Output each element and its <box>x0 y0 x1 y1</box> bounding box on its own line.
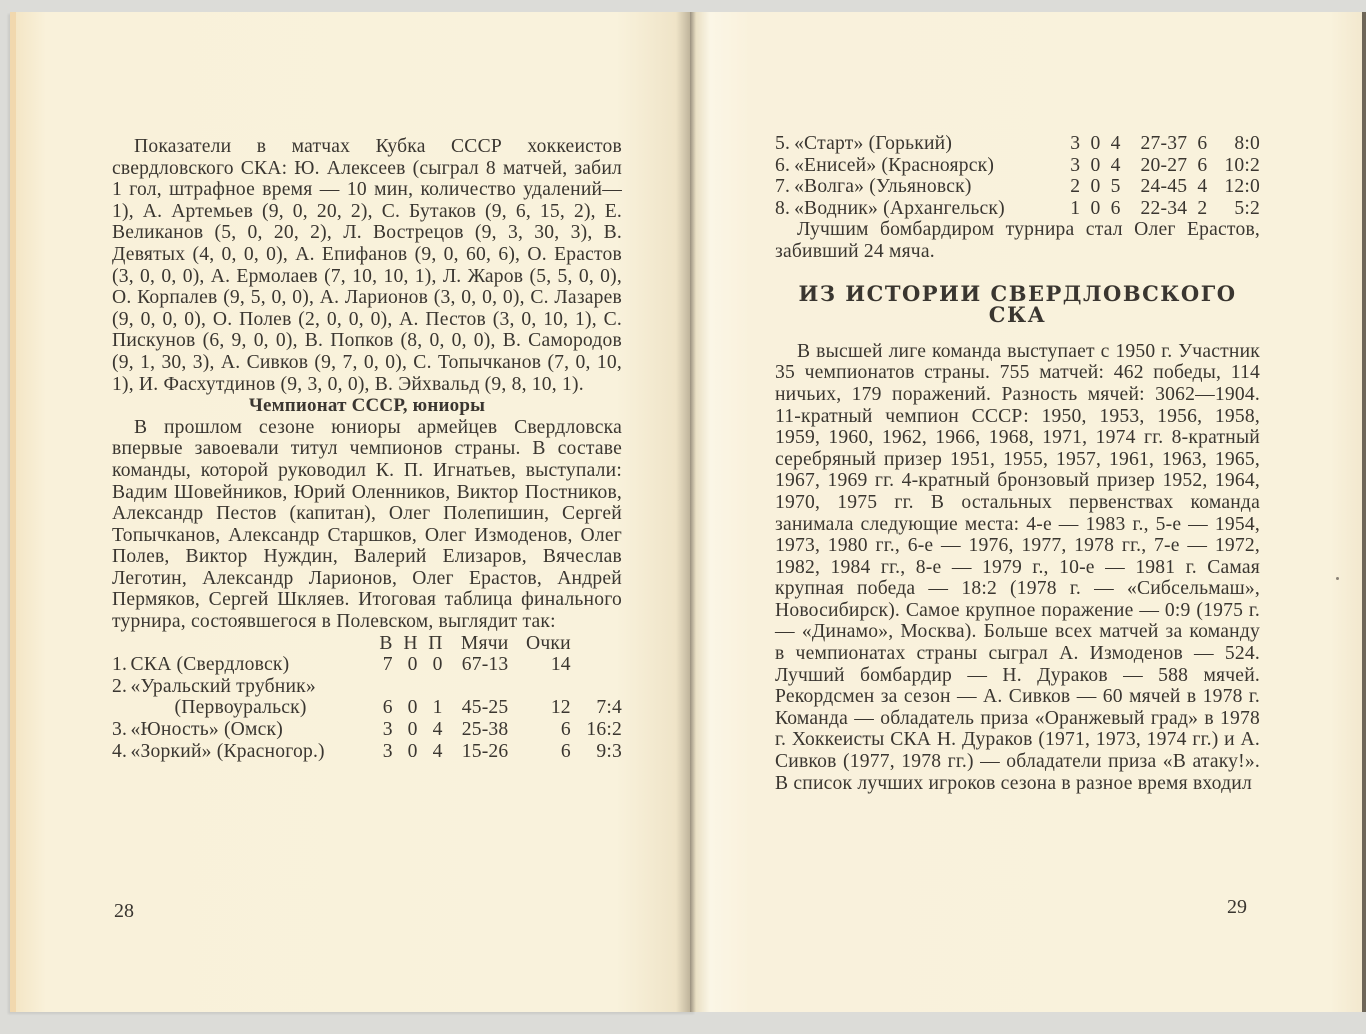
losses: 0 <box>432 654 443 676</box>
losses: 1 <box>432 697 443 719</box>
extra-score: 7:4 <box>596 697 622 719</box>
standings-row-continued <box>112 697 622 719</box>
wins: 3 <box>1070 133 1081 154</box>
losses: 5 <box>1110 176 1121 198</box>
juniors-paragraph: В прошлом сезоне юниоры армейцев Свердловска впервые завоевали титул чемпионов страны. В составе команды, которой руководил К. П. Игнатьев, выступали: Вадим Шовейников, Юрий Оленников, Виктор Постников, Александр Пестов (капитан), Олег Полепишин, Сергей Топычканов, Александр Старшков, Олег Измоденов, Олег Полев, Виктор Нуждин, Валерий Елизаров, Вячеслав Леготин, Александр Ларионов, Олег Ерастов, Андрей Пермяков, Сергей Шкляев. Итоговая таблица финального турнира, состоявшегося в Полевском, выглядит так: <box>112 416 622 633</box>
standings-header-row <box>112 633 622 655</box>
points: 6 <box>1197 133 1208 154</box>
extra-score: 8:0 <box>1234 133 1260 154</box>
team-name: «Волга» (Ульяновск) <box>794 176 972 198</box>
losses: 4 <box>1110 154 1121 176</box>
goals: 25-38 <box>461 719 509 741</box>
extra-score <box>571 654 622 676</box>
extra-score: 16:2 <box>586 719 622 741</box>
standings-table-part2 <box>775 133 1260 219</box>
standings-row <box>775 198 1260 220</box>
standings-row <box>775 155 1260 177</box>
draws: 0 <box>407 740 418 762</box>
draws: 0 <box>407 697 418 719</box>
points: 6 <box>560 740 571 762</box>
header-losses: П <box>428 632 443 654</box>
place: 7. <box>775 176 791 198</box>
goals: 15-26 <box>461 740 509 762</box>
header-points: Очки <box>526 632 571 654</box>
points: 4 <box>1197 176 1208 198</box>
left-page <box>10 12 696 1012</box>
team-name: СКА (Свердловск) <box>130 654 290 676</box>
goals: 27-37 <box>1140 133 1188 154</box>
header-draws: Н <box>403 632 418 654</box>
team-name: «Енисей» (Красноярск) <box>794 154 995 176</box>
header-wins: В <box>379 632 393 654</box>
draws: 0 <box>1090 154 1101 176</box>
page-number-right: 29 <box>1227 896 1247 918</box>
place: 5. <box>775 133 791 154</box>
team-name: «Юность» (Омск) <box>130 719 283 741</box>
place: 2. <box>112 675 128 697</box>
draws: 0 <box>407 719 418 741</box>
wins: 2 <box>1070 176 1081 198</box>
goals: 22-34 <box>1140 197 1188 219</box>
place: 3. <box>112 719 128 741</box>
standings-row <box>112 654 622 676</box>
page-number-left: 28 <box>114 900 134 922</box>
draws: 0 <box>1090 176 1101 198</box>
cup-stats-paragraph: Показатели в матчах Кубка СССР хоккеистов свердловского СКА: Ю. Алексеев (сыграл 8 матчей, забил 1 гол, штрафное время — 10 мин, количество удалений—1), А. Артемьев (9, 0, 20, 2), С. Бутаков (9, 6, 15, 2), Е. Великанов (5, 0, 20, 2), Л. Вострецов (9, 3, 30, 3), В. Девятых (4, 0, 0, 0), А. Епифанов (9, 0, 60, 6), О. Ерастов (3, 0, 0, 0), А. Ермолаев (7, 10, 10, 1), Л. Жаров (5, 5, 0, 0), О. Корпалев (9, 5, 0, 0), А. Ларионов (3, 0, 0, 0), С. Лазарев (9, 0, 0, 0), О. Полев (2, 0, 0, 0), А. Пестов (3, 0, 10, 1), С. Пискунов (6, 9, 0, 0), В. Попков (8, 0, 0, 0), В. Самородов (9, 1, 30, 3), А. Сивков (9, 7, 0, 0), С. Топычканов (7, 0, 10, 1), И. Фасхутдинов (9, 3, 0, 0), В. Эйхвальд (9, 8, 10, 1). <box>112 136 622 395</box>
header-goals: Мячи <box>460 632 509 654</box>
wins: 3 <box>382 719 393 741</box>
place: 1. <box>112 654 128 676</box>
left-text-column <box>112 136 622 762</box>
place: 6. <box>775 154 791 176</box>
draws: 0 <box>1090 133 1101 154</box>
team-name: «Уральский трубник» <box>130 675 316 697</box>
wins: 3 <box>1070 154 1081 176</box>
standings-table-part1 <box>112 633 622 763</box>
wins: 3 <box>382 740 393 762</box>
extra-score: 9:3 <box>596 740 622 762</box>
goals: 20-27 <box>1140 154 1188 176</box>
right-page <box>690 12 1366 1012</box>
standings-row <box>112 741 622 763</box>
points: 12 <box>550 697 571 719</box>
draws: 0 <box>407 654 418 676</box>
paper-speck <box>1336 577 1339 580</box>
goals: 45-25 <box>461 697 509 719</box>
team-name: «Старт» (Горький) <box>794 133 953 154</box>
wins: 6 <box>382 697 393 719</box>
wins: 1 <box>1070 197 1081 219</box>
right-text-column <box>775 133 1260 794</box>
standings-row <box>775 133 1260 155</box>
losses: 4 <box>432 740 443 762</box>
goals: 24-45 <box>1140 176 1188 198</box>
standings-row <box>775 176 1260 198</box>
top-scorer-paragraph: Лучшим бомбардиром турнира стал Олег Ерастов, забивший 24 мяча. <box>775 219 1260 262</box>
extra-score: 10:2 <box>1224 154 1260 176</box>
team-city: (Первоуральск) <box>174 697 307 719</box>
goals: 67-13 <box>461 654 509 676</box>
history-heading: ИЗ ИСТОРИИ СВЕРДЛОВСКОГО СКА <box>798 280 1237 328</box>
losses: 4 <box>432 719 443 741</box>
points: 6 <box>1197 154 1208 176</box>
extra-score: 12:0 <box>1224 176 1260 198</box>
place: 8. <box>775 197 791 219</box>
standings-row <box>112 719 622 741</box>
team-name: «Зоркий» (Красногор.) <box>130 740 325 762</box>
points: 6 <box>560 719 571 741</box>
draws: 0 <box>1090 197 1101 219</box>
points: 2 <box>1197 197 1208 219</box>
team-name: «Водник» (Архангельск) <box>794 197 1005 219</box>
extra-score: 5:2 <box>1234 197 1260 219</box>
standings-row <box>112 676 622 698</box>
losses: 6 <box>1110 197 1121 219</box>
place: 4. <box>112 740 128 762</box>
points: 14 <box>550 654 571 676</box>
losses: 4 <box>1110 133 1121 154</box>
history-paragraph: В высшей лиге команда выступает с 1950 г. Участник 35 чемпионатов страны. 755 матчей: 462 победы, 114 ничьих, 179 поражений. Разность мячей: 3062—1904. 11-кратный чемпион СССР: 1950, 1953, 1956, 1958, 1959, 1960, 1962, 1966, 1968, 1971, 1974 гг. 8-кратный серебряный призер 1951, 1955, 1957, 1961, 1963, 1965, 1967, 1969 гг. 4-кратный бронзовый призер 1952, 1964, 1970, 1975 гг. В остальных первенствах команда занимала следующие места: 4-е — 1983 г., 5-е — 1954, 1973, 1980 гг., 6-е — 1976, 1977, 1978 гг., 7-е — 1972, 1982, 1984 гг., 8-е — 1979 г., 10-е — 1981 г. Самая крупная победа — 18:2 (1978 г. — «Сибсельмаш», Новосибирск). Самое крупное поражение — 0:9 (1975 г. — «Динамо», Москва). Больше всех матчей за команду в чемпионатах страны сыграл А. Измоденов — 524. Лучший бомбардир — Н. Дураков — 588 мячей. Рекордсмен за сезон — А. Сивков — 60 мячей в 1978 г. Команда — обладатель приза «Оранжевый град» в 1978 г. Хоккеисты СКА Н. Дураков (1971, 1973, 1974 гг.) и А. Сивков (1977, 1978 гг.) — обладатели приза «В атаку!». В список лучших игроков сезона в разное время входил <box>775 340 1260 794</box>
juniors-heading: Чемпионат СССР, юниоры <box>248 395 486 417</box>
wins: 7 <box>382 654 393 676</box>
